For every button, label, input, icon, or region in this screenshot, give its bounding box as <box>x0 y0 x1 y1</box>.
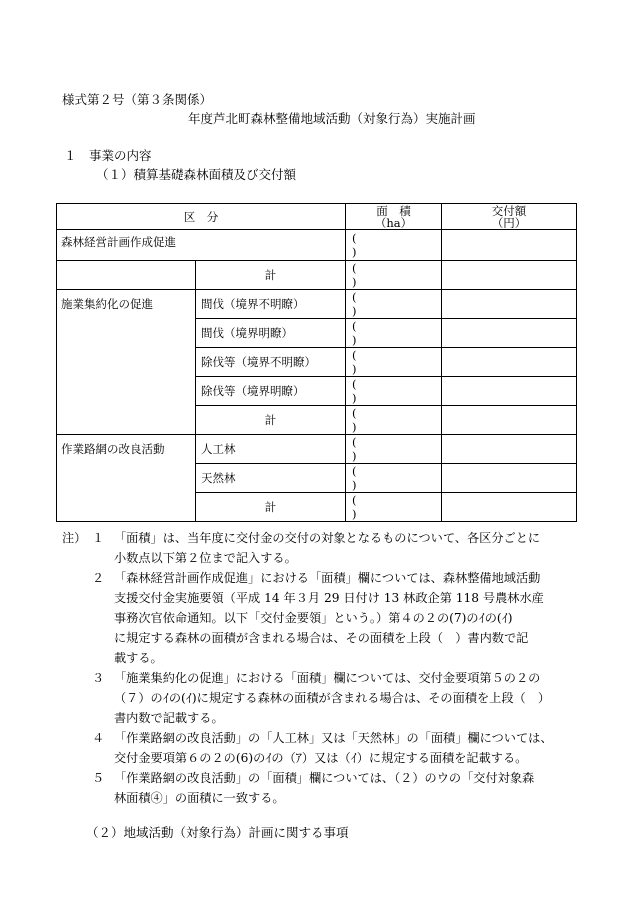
amount-cell[interactable] <box>442 290 577 319</box>
amount-cell[interactable] <box>442 435 577 464</box>
note-line: 「作業路網の改良活動」の「人工林」又は「天然林」の「面積」欄については、 <box>114 731 553 745</box>
note-line: 「面積」は、当年度に交付金の交付の対象となるものについて、各区分ごとに <box>114 531 541 545</box>
amount-cell[interactable] <box>442 230 577 261</box>
area-cell[interactable]: () <box>346 261 442 290</box>
header-category: 区 分 <box>57 204 346 230</box>
note-number: ４ <box>92 731 105 745</box>
area-cell[interactable]: () <box>346 493 442 522</box>
area-cell[interactable]: () <box>346 464 442 493</box>
area-cell[interactable]: () <box>346 290 442 319</box>
section-heading: １ 事業の内容 <box>64 148 152 163</box>
subcategory-cell: 人工林 <box>196 435 346 464</box>
note-item <box>62 768 582 788</box>
table-header-row <box>57 204 577 230</box>
note-line: 支援交付金実施要領（平成 14 年３月 29 日付け 13 林政企第 118 号農林水産 <box>114 591 544 605</box>
note-line: 書内数で記載する。 <box>114 711 224 725</box>
amount-cell[interactable] <box>442 464 577 493</box>
subcategory-cell: 除伐等（境界明瞭） <box>196 377 346 406</box>
amount-cell[interactable] <box>442 493 577 522</box>
note-line: 林面積④」の面積に一致する。 <box>114 791 285 805</box>
area-cell[interactable]: () <box>346 348 442 377</box>
area-cell[interactable]: () <box>346 435 442 464</box>
note-line: 小数点以下第２位まで記入する。 <box>114 551 297 565</box>
note-item <box>62 568 582 588</box>
note-line: 事務次官依命通知。以下「交付金要領」という。）第４の２の(7)のｲの(ｲ) <box>114 611 513 625</box>
area-cell[interactable]: () <box>346 377 442 406</box>
document-title: 年度芦北町森林整備地域活動（対象行為）実施計画 <box>188 111 476 126</box>
note-number: １ <box>92 531 105 545</box>
note-line: 「施業集約化の促進」における「面積」欄については、交付金要項第５の２の <box>114 671 541 685</box>
header-amount: 交付額 （円） <box>442 204 577 230</box>
total-label: 計 <box>196 493 346 522</box>
subcategory-cell: 除伐等（境界不明瞭） <box>196 348 346 377</box>
note-line: 「作業路網の改良活動」の「面積」欄については、（２）のウの「交付対象森 <box>114 771 535 785</box>
amount-cell[interactable] <box>442 261 577 290</box>
total-label: 計 <box>196 261 346 290</box>
area-amount-table <box>56 203 577 522</box>
subcategory-cell: 間伐（境界明瞭） <box>196 319 346 348</box>
note-number: ３ <box>92 671 105 685</box>
note-item <box>62 728 582 748</box>
subcategory-cell: 間伐（境界不明瞭） <box>196 290 346 319</box>
table-row <box>57 435 577 464</box>
subcategory-cell: 天然林 <box>196 464 346 493</box>
form-label: 様式第２号（第３条関係） <box>62 92 213 107</box>
category-cell: 施業集約化の促進 <box>57 290 196 435</box>
amount-cell[interactable] <box>442 377 577 406</box>
amount-cell[interactable] <box>442 319 577 348</box>
area-cell[interactable]: () <box>346 319 442 348</box>
category-cell <box>57 261 196 290</box>
header-area: 面 積 （ha） <box>346 204 442 230</box>
amount-cell[interactable] <box>442 406 577 435</box>
note-item <box>62 668 582 688</box>
table-row <box>57 261 577 290</box>
note-line: 交付金要項第６の２の(6)のｲの（ｱ）又は（ｲ）に規定する面積を記載する。 <box>114 751 528 765</box>
note-item <box>62 528 582 548</box>
area-cell[interactable]: () <box>346 406 442 435</box>
table-row <box>57 230 577 261</box>
subsection-heading: （１）積算基礎森林面積及び交付額 <box>96 167 297 182</box>
note-line: 載する。 <box>114 651 163 665</box>
notes-prefix: 注） <box>62 531 87 545</box>
total-label: 計 <box>196 406 346 435</box>
category-cell: 作業路網の改良活動 <box>57 435 196 522</box>
table-row <box>57 290 577 319</box>
note-number: ５ <box>92 771 105 785</box>
note-line: （７）のｲの(ｲ)に規定する森林の面積が含まれる場合は、その面積を上段（ ） <box>114 691 551 705</box>
area-cell[interactable]: () <box>346 230 442 261</box>
subsection-heading: （２）地域活動（対象行為）計画に関する事項 <box>86 825 349 840</box>
note-line: 「森林経営計画作成促進」における「面積」欄については、森林整備地域活動 <box>114 571 541 585</box>
amount-cell[interactable] <box>442 348 577 377</box>
note-number: ２ <box>92 571 105 585</box>
category-cell: 森林経営計画作成促進 <box>57 230 346 261</box>
note-line: に規定する森林の面積が含まれる場合は、その面積を上段（ ）書内数で記 <box>114 631 529 645</box>
notes-section <box>62 528 582 808</box>
